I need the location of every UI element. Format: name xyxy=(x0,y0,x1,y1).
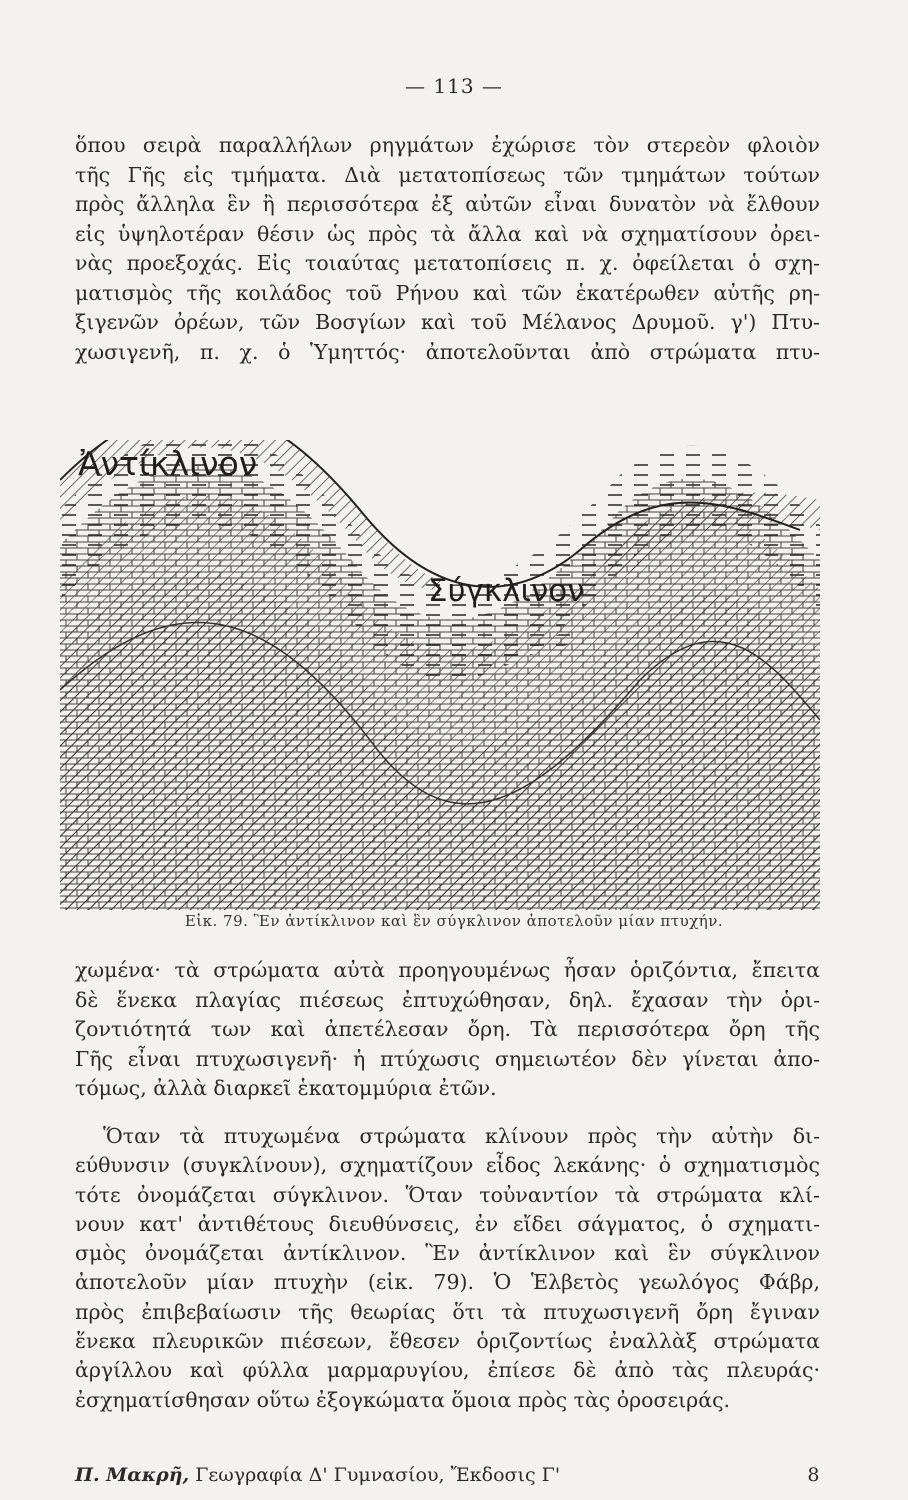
footer-author: Π. Μακρῆ, xyxy=(75,1464,190,1486)
text-line: ματισμὸς τῆς κοιλάδος τοῦ Ρήνου καὶ τῶν ἑκατέρωθεν αὐτῆς ρη- xyxy=(75,280,820,305)
text-line: πρὸς ἄλληλα ἓν ἢ περισσότερα ἐξ αὐτῶν εἶναι δυνατὸν νὰ ἔλθουν xyxy=(75,192,820,216)
text-line: εύθυνσιν (συγκλίνουν), σχηματίζουν εἶδος λεκάνης· ὁ σχηματισμὸς xyxy=(75,1153,820,1178)
text-line: τόμως, ἀλλὰ διαρκεῖ ἑκατομμύρια ἐτῶν. xyxy=(75,1076,497,1100)
text-line: ἀργίλλου καὶ φύλλα μαρμαρυγίου, ἐπίεσε δὲ ἀπὸ τὰς πλευράς· xyxy=(75,1358,820,1383)
text-line: τότε ὀνομάζεται σύγκλινον. Ὅταν τοὐναντίον τὰ στρώματα κλί- xyxy=(75,1182,820,1207)
figure-caption: Εἰκ. 79. Ἓν ἀντίκλινον καὶ ἓν σύγκλινον ἀποτελοῦν μίαν πτυχήν. xyxy=(184,912,724,930)
label-anticline: Ἀντίκλινον xyxy=(78,444,258,483)
paragraph-middle xyxy=(75,956,820,1104)
text-line: σμὸς ὀνομάζεται ἀντίκλινον. Ἓν ἀντίκλινον καὶ ἓν σύγκλινον xyxy=(75,1241,820,1266)
text-line: ἐσχηματίσθησαν οὕτω ἐξογκώματα ὅμοια πρὸς τὰς ὀροσειράς. xyxy=(75,1387,731,1412)
text-line: νὰς προεξοχάς. Εἰς τοιαύτας μετατοπίσεις π. χ. ὀφείλεται ὁ σχη- xyxy=(75,251,820,275)
label-syncline: Σύγκλινον xyxy=(428,573,585,609)
text-line: χωσιγενῆ, π. χ. ὁ Ὑμηττός· ἀποτελοῦνται ἀπὸ στρώματα πτυ- xyxy=(75,339,820,364)
text-line: Ὅταν τὰ πτυχωμένα στρώματα κλίνουν πρὸς τὴν αὐτὴν δι- xyxy=(103,1124,820,1148)
page-number: — 113 — xyxy=(405,74,503,98)
paragraph-top xyxy=(75,131,820,367)
text-line: τῆς Γῆς εἰς τμήματα. Διὰ μετατοπίσεως τῶν τμημάτων τούτων xyxy=(75,162,820,187)
text-line: δὲ ἕνεκα πλαγίας πιέσεως ἐπτυχώθησαν, δηλ. ἔχασαν τὴν ὁρι- xyxy=(75,987,820,1012)
text-line: ὅπου σειρὰ παραλλήλων ρηγμάτων ἐχώρισε τὸν στερεὸν φλοιὸν xyxy=(75,133,820,157)
footer-citation xyxy=(75,1464,560,1486)
paragraph-bottom xyxy=(75,1122,820,1415)
text-line: ἀποτελοῦν μίαν πτυχὴν (εἰκ. 79). Ὁ Ἑλβετὸς γεωλόγος Φάβρ, xyxy=(75,1270,820,1295)
text-line: Γῆς εἶναι πτυχωσιγενῆ· ἡ πτύχωσις σημειωτέον δὲν γίνεται ἀπο- xyxy=(75,1046,820,1071)
text-line: ξιγενῶν ὀρέων, τῶν Βοσγίων καὶ τοῦ Μέλανος Δρυμοῦ. γ') Πτυ- xyxy=(75,310,820,334)
footer-book: Γεωγραφία Δ' Γυμνασίου, Ἔκδοσις Γ' xyxy=(195,1464,561,1486)
fold-diagram xyxy=(60,440,820,910)
footer-signature: 8 xyxy=(807,1464,820,1486)
text-line: νουν κατ' ἀντιθέτους διευθύνσεις, ἐν εἴδει σάγματος, ὁ σχηματι- xyxy=(75,1211,820,1236)
page-footer xyxy=(75,1464,820,1486)
text-line: πρὸς ἐπιβεβαίωσιν τῆς θεωρίας ὅτι τὰ πτυχωσιγενῆ ὄρη ἔγιναν xyxy=(75,1299,820,1324)
text-line: ζοντιότητά των καὶ ἀπετέλεσαν ὄρη. Τὰ περισσότερα ὄρη τῆς xyxy=(75,1017,820,1041)
text-line: χωμένα· τὰ στρώματα αὐτὰ προηγουμένως ἦσαν ὁριζόντια, ἔπειτα xyxy=(75,958,820,982)
text-line: εἰς ὑψηλοτέραν θέσιν ὡς πρὸς τὰ ἄλλα καὶ νὰ σχηματίσουν ὀρει- xyxy=(75,221,820,246)
text-line: ἕνεκα πλευρικῶν πιέσεων, ἔθεσεν ὁριζοντίως ἐναλλὰξ στρώματα xyxy=(75,1329,820,1354)
